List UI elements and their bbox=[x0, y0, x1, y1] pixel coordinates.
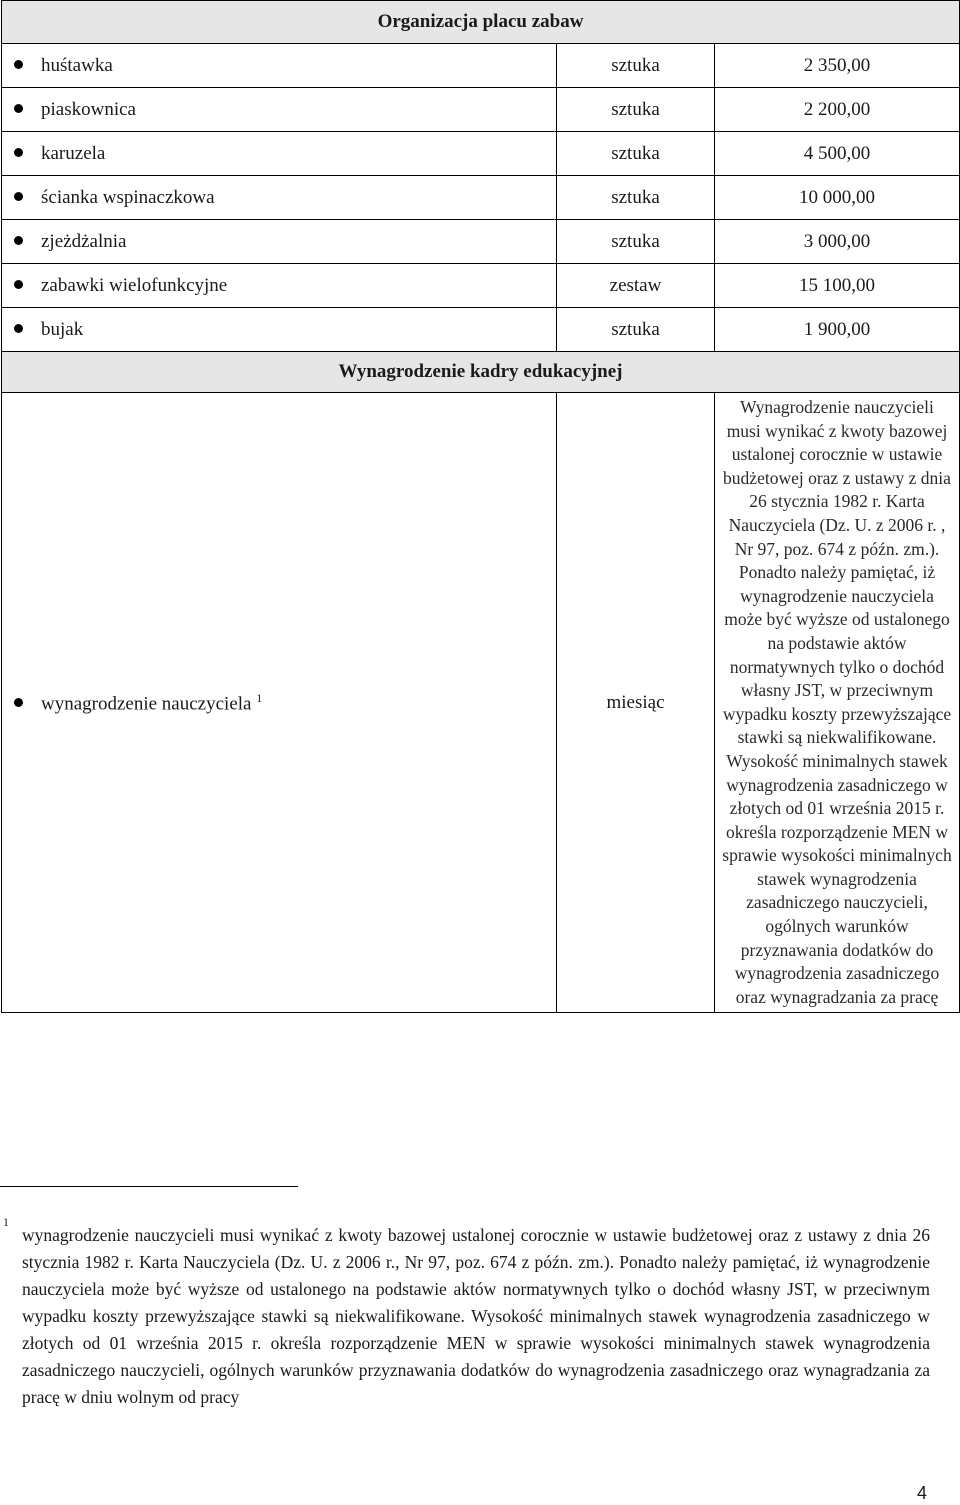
section-header-staff: Wynagrodzenie kadry edukacyjnej bbox=[2, 352, 960, 393]
item-unit: sztuka bbox=[557, 220, 715, 264]
item-name: wynagrodzenie nauczyciela bbox=[41, 692, 252, 714]
item-price: 10 000,00 bbox=[715, 176, 960, 220]
bullet-icon bbox=[14, 280, 23, 289]
item-unit: zestaw bbox=[557, 264, 715, 308]
item-price: 4 500,00 bbox=[715, 132, 960, 176]
item-price: 2 350,00 bbox=[715, 44, 960, 88]
item-unit: sztuka bbox=[557, 88, 715, 132]
bullet-icon bbox=[14, 192, 23, 201]
item-name-cell bbox=[2, 132, 557, 176]
item-unit: sztuka bbox=[557, 308, 715, 352]
table-row bbox=[2, 176, 960, 220]
bullet-icon bbox=[14, 104, 23, 113]
salary-description: Wynagrodzenie nauczycieli musi wynikać z kwoty bazowej ustalonej corocznie w ustawie budżetowej oraz z ustawy z dnia 26 stycznia 1982 r. Karta Nauczyciela (Dz. U. z 2006 r. , Nr 97, poz. 674 z późn. zm.). Ponadto należy pamiętać, iż wynagrodzenie nauczyciela może być wyższe od ustalonego na podstawie aktów normatywnych tylko o dochód własny JST, w przeciwnym wypadku koszty przewyższające stawki są niekwalifikowane. Wysokość minimalnych stawek wynagrodzenia zasadniczego w złotych od 01 września 2015 r. określa rozporządzenie MEN w sprawie wysokości minimalnych stawek wynagrodzenia zasadniczego nauczycieli, ogólnych warunków przyznawania dodatków do wynagrodzenia zasadniczego oraz wynagradzania za pracę bbox=[715, 393, 960, 1013]
table-row bbox=[2, 88, 960, 132]
bullet-icon bbox=[14, 236, 23, 245]
item-price: 15 100,00 bbox=[715, 264, 960, 308]
footnote-text: wynagrodzenie nauczycieli musi wynikać z kwoty bazowej ustalonej corocznie w ustawie budżetowej oraz z ustawy z dnia 26 stycznia 1982 r. Karta Nauczyciela (Dz. U. z 2006 r., Nr 97, poz. 674 z późn. zm.). Ponadto należy pamiętać, iż wynagrodzenie nauczyciela może być wyższe od ustalonego na podstawie aktów normatywnych tylko o dochód własny JST, w przeciwnym wypadku koszty przewyższające stawki są niekwalifikowane. Wysokość minimalnych stawek wynagrodzenia zasadniczego w złotych od 01 września 2015 r. określa rozporządzenie MEN w sprawie wysokości minimalnych stawek wynagrodzenia zasadniczego nauczycieli, ogólnych warunków przyznawania dodatków do wynagrodzenia zasadniczego oraz wynagradzania za pracę w dniu wolnym od pracy bbox=[22, 1225, 930, 1407]
cost-table bbox=[1, 0, 960, 1013]
item-name-cell bbox=[2, 264, 557, 308]
item-unit: miesiąc bbox=[557, 393, 715, 1013]
item-name-cell bbox=[2, 308, 557, 352]
page-number: 4 bbox=[917, 1483, 928, 1503]
footnote bbox=[2, 1222, 930, 1411]
item-name: huśtawka bbox=[41, 54, 113, 76]
item-unit: sztuka bbox=[557, 44, 715, 88]
footnote-mark: 1 bbox=[3, 1215, 9, 1229]
item-name-cell bbox=[2, 220, 557, 264]
bullet-icon bbox=[14, 148, 23, 157]
item-name-cell bbox=[2, 176, 557, 220]
item-name: ścianka wspinaczkowa bbox=[41, 186, 215, 208]
item-name-cell bbox=[2, 88, 557, 132]
bullet-icon bbox=[14, 60, 23, 69]
item-price: 2 200,00 bbox=[715, 88, 960, 132]
item-name: zabawki wielofunkcyjne bbox=[41, 274, 228, 296]
table-row bbox=[2, 393, 960, 1013]
item-price: 1 900,00 bbox=[715, 308, 960, 352]
bullet-icon bbox=[14, 324, 23, 333]
footnote-separator bbox=[0, 1186, 298, 1187]
table-row bbox=[2, 264, 960, 308]
table-row bbox=[2, 44, 960, 88]
item-price: 3 000,00 bbox=[715, 220, 960, 264]
item-name-cell bbox=[2, 393, 557, 1013]
table-row bbox=[2, 220, 960, 264]
item-name: zjeżdżalnia bbox=[41, 230, 127, 252]
item-name: piaskownica bbox=[41, 98, 136, 120]
item-name-cell bbox=[2, 44, 557, 88]
footnote-ref: 1 bbox=[256, 690, 263, 705]
section-header-playground: Organizacja placu zabaw bbox=[2, 1, 960, 44]
item-name: karuzela bbox=[41, 142, 106, 164]
item-name: bujak bbox=[41, 318, 84, 340]
table-row bbox=[2, 308, 960, 352]
item-unit: sztuka bbox=[557, 132, 715, 176]
bullet-icon bbox=[14, 698, 23, 707]
item-unit: sztuka bbox=[557, 176, 715, 220]
table-row bbox=[2, 132, 960, 176]
